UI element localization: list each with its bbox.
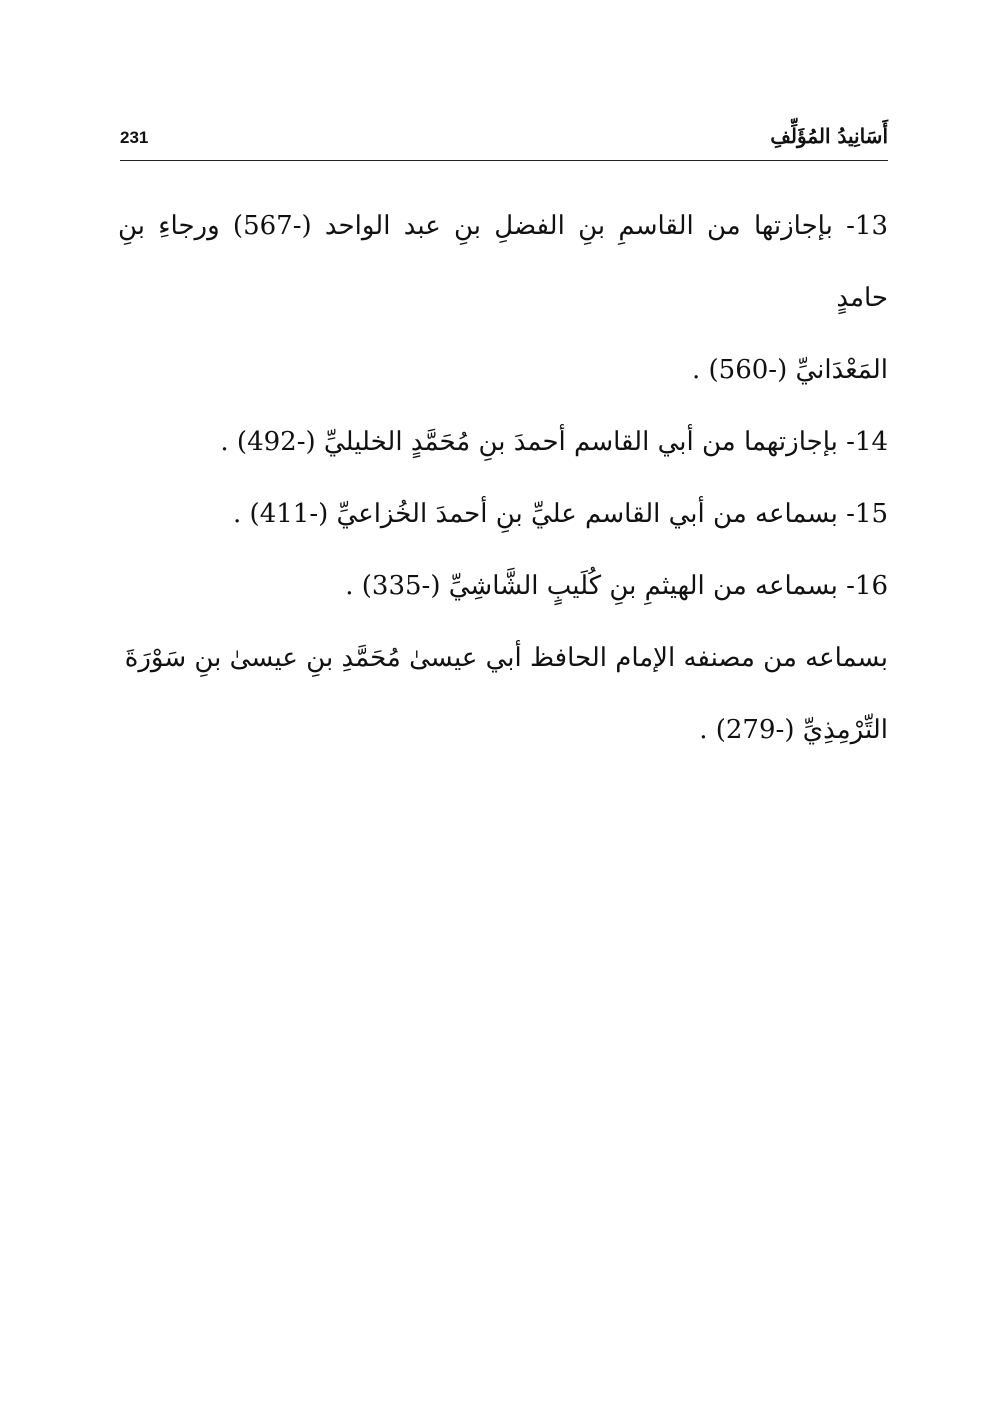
entry-text-line: التِّرْمِذِيِّ (-279) . xyxy=(699,715,888,745)
entry-text-line: بسماعه من مصنفه الإمام الحافظ أبي عيسىٰ مُحَمَّدِ بنِ عيسىٰ بنِ سَوْرَةَ xyxy=(124,643,888,673)
page-body xyxy=(118,190,888,766)
entry-text-line: 13- بإجازتها من القاسمِ بنِ الفضلِ بنِ عبد الواحد (-567) ورجاءِ بنِ حامدٍ xyxy=(118,211,888,313)
running-title: أَسَانِيدُ المُؤَلِّفِ xyxy=(770,124,888,148)
page-header xyxy=(120,116,888,161)
entry-text-line: 14- بإجازتهما من أبي القاسم أحمدَ بنِ مُحَمَّدٍ الخليليِّ (-492) . xyxy=(220,427,888,457)
chain-entry-13 xyxy=(118,190,888,406)
chain-entry-15 xyxy=(118,478,888,550)
page-number: 231 xyxy=(120,128,149,147)
entry-text-line: 15- بسماعه من أبي القاسم عليِّ بنِ أحمدَ الخُزاعيِّ (-411) . xyxy=(233,499,888,529)
chain-entry-16 xyxy=(118,550,888,622)
chain-entry-author xyxy=(118,622,888,766)
chain-entry-14 xyxy=(118,406,888,478)
entry-text-line: المَعْدَانيِّ (-560) . xyxy=(691,355,888,385)
entry-text-line: 16- بسماعه من الهيثمِ بنِ كُلَيبٍ الشَّاشِيِّ (-335) . xyxy=(345,571,888,601)
